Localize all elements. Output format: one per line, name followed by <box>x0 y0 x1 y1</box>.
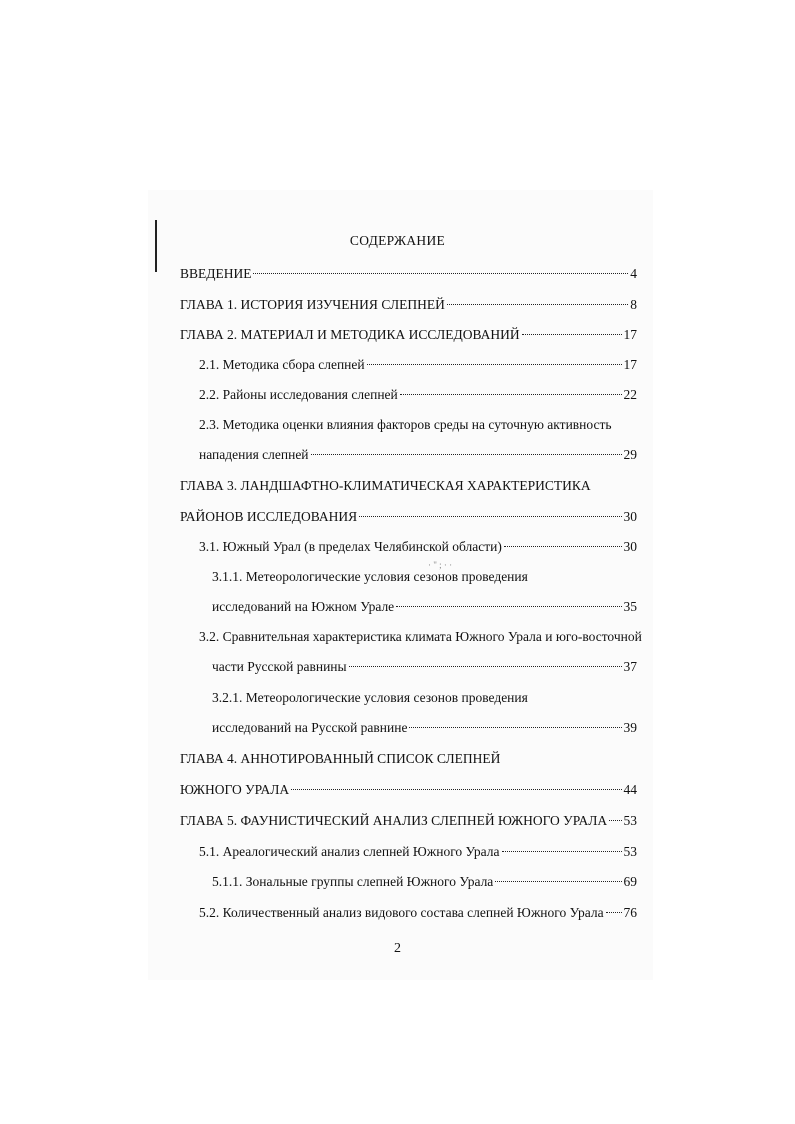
toc-entry[interactable]: 5.1. Ареалогический анализ слепней Южного Урала 53 <box>199 844 637 859</box>
toc-entry[interactable]: 3.2.1. Метеорологические условия сезонов проведения <box>212 690 528 705</box>
toc-entry[interactable]: исследований на Русской равнине 39 <box>212 720 637 735</box>
toc-entry[interactable]: 5.1.1. Зональные группы слепней Южного Урала 69 <box>212 874 637 889</box>
toc-entry[interactable]: 5.2. Количественный анализ видового состава слепней Южного Урала 76 <box>199 905 637 920</box>
toc-entry[interactable]: 2.2. Районы исследования слепней 22 <box>199 387 637 402</box>
toc-entry[interactable]: 3.1. Южный Урал (в пределах Челябинской области) 30 <box>199 539 637 554</box>
toc-entry[interactable]: исследований на Южном Урале 35 <box>212 599 637 614</box>
toc-entry[interactable]: нападения слепней 29 <box>199 447 637 462</box>
toc-entry[interactable]: части Русской равнины 37 <box>212 659 637 674</box>
toc-entry[interactable]: ВВЕДЕНИЕ 4 <box>180 266 637 281</box>
toc-entry[interactable]: ЮЖНОГО УРАЛА 44 <box>180 782 637 797</box>
toc-entry[interactable]: ГЛАВА 2. МАТЕРИАЛ И МЕТОДИКА ИССЛЕДОВАНИЙ 17 <box>180 327 637 342</box>
toc-entry[interactable]: РАЙОНОВ ИССЛЕДОВАНИЯ 30 <box>180 509 637 524</box>
scan-speck: · " ; · · <box>428 560 453 570</box>
toc-entry[interactable]: 2.3. Методика оценки влияния факторов среды на суточную активность <box>199 417 612 432</box>
toc-entry[interactable]: 3.2. Сравнительная характеристика климата Южного Урала и юго-восточной <box>199 629 642 644</box>
page-number: 2 <box>394 941 401 956</box>
toc-entry[interactable]: ГЛАВА 3. ЛАНДШАФТНО-КЛИМАТИЧЕСКАЯ ХАРАКТЕРИСТИКА <box>180 478 591 493</box>
toc-entry[interactable]: ГЛАВА 4. АННОТИРОВАННЫЙ СПИСОК СЛЕПНЕЙ <box>180 751 501 766</box>
toc-entry[interactable]: 3.1.1. Метеорологические условия сезонов проведения <box>212 569 528 584</box>
toc-entry[interactable]: 2.1. Методика сбора слепней 17 <box>199 357 637 372</box>
toc-entry[interactable]: ГЛАВА 5. ФАУНИСТИЧЕСКИЙ АНАЛИЗ СЛЕПНЕЙ ЮЖНОГО УРАЛА 53 <box>180 813 637 828</box>
toc-entry[interactable]: ГЛАВА 1. ИСТОРИЯ ИЗУЧЕНИЯ СЛЕПНЕЙ 8 <box>180 297 637 312</box>
page-title: СОДЕРЖАНИЕ <box>349 233 446 248</box>
